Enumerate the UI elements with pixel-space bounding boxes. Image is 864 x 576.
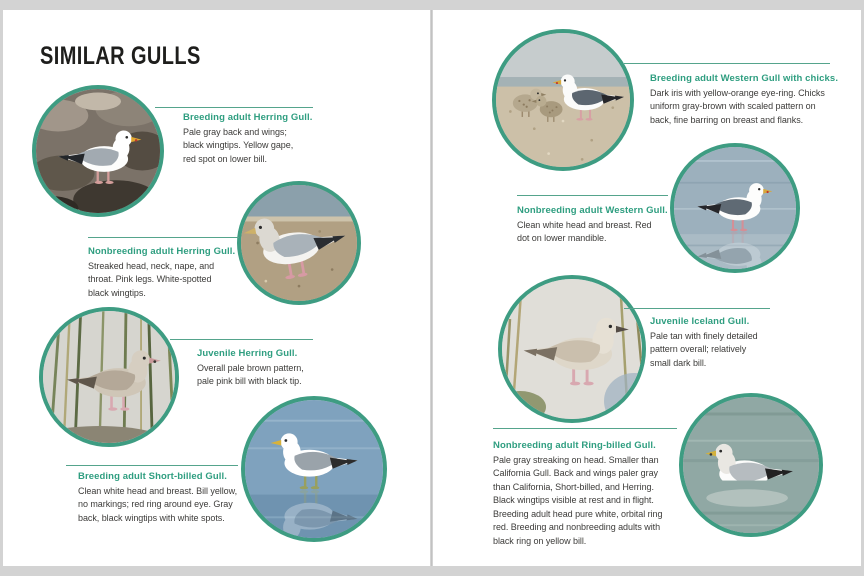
entry-heading: Breeding adult Short-billed Gull. [78, 471, 227, 482]
entry-body: Pale tan with finely detailed pattern overall; relatively small dark bill. [650, 330, 758, 368]
pointer-rule [88, 237, 239, 238]
photo-nonbreeding-adult-western-gull [670, 143, 800, 273]
photo-breeding-adult-western-gull-with-chicks [492, 29, 634, 171]
photo-nonbreeding-adult-herring-gull [237, 181, 361, 305]
entry-body: Streaked head, neck, nape, and throat. Pink legs. White-spotted black wingtips. [88, 260, 215, 298]
entry-nonbreeding-western-gull [517, 205, 668, 246]
pointer-rule [517, 195, 668, 196]
gull-photo-illustration [36, 89, 160, 213]
photo-juvenile-herring-gull [39, 307, 179, 447]
entry-heading: Nonbreeding adult Western Gull. [517, 205, 668, 216]
gull-photo-illustration [674, 147, 796, 269]
pointer-rule [624, 63, 830, 64]
gull-photo-illustration [43, 311, 175, 443]
photo-breeding-adult-short-billed-gull [241, 396, 387, 542]
entry-juvenile-herring-gull [197, 348, 321, 389]
entry-breeding-short-billed-gull [78, 471, 248, 525]
gull-photo-illustration [241, 185, 357, 301]
page-gutter [430, 10, 433, 566]
gull-photo-illustration [496, 33, 630, 167]
entry-body: Pale gray back and wings; black wingtips. Yellow gape, red spot on lower bill. [183, 126, 294, 164]
photo-nonbreeding-adult-ring-billed-gull [679, 393, 823, 537]
photo-juvenile-iceland-gull [498, 275, 646, 423]
page-title: SIMILAR GULLS [40, 42, 201, 70]
pointer-rule [493, 428, 677, 429]
entry-heading: Nonbreeding adult Herring Gull. [88, 246, 236, 257]
gull-photo-illustration [683, 397, 819, 533]
photo-breeding-adult-herring-gull [32, 85, 164, 217]
pointer-rule [66, 465, 238, 466]
entry-body: Clean white head and breast. Bill yellow, no markings; red ring around eye. Gray back, black wingtips with white spots. [78, 485, 238, 523]
entry-breeding-herring-gull [183, 112, 313, 166]
entry-body: Clean white head and breast. Red dot on lower mandible. [517, 219, 652, 244]
entry-nonbreeding-herring-gull [88, 246, 236, 300]
entry-heading: Nonbreeding adult Ring-billed Gull. [493, 440, 656, 451]
entry-nonbreeding-ring-billed-gull [493, 440, 677, 549]
entry-heading: Juvenile Herring Gull. [197, 348, 298, 359]
gull-photo-illustration [502, 279, 642, 419]
entry-heading: Breeding adult Herring Gull. [183, 112, 313, 123]
pointer-rule [155, 107, 313, 108]
entry-juvenile-iceland-gull [650, 316, 760, 370]
entry-heading: Breeding adult Western Gull with chicks. [650, 73, 839, 84]
entry-breeding-western-gull-with-chicks [650, 73, 839, 127]
entry-body: Pale gray streaking on head. Smaller than California Gull. Back and wings paler gray than California, Short-billed, and Herring. Black wingtips visible at rest and in flight. Breeding adult head pure white, orbital ring red. Breeding and nonbreeding adults with black ring on yellow bill. [493, 454, 663, 547]
entry-body: Overall pale brown pattern, pale pink bill with black tip. [197, 362, 304, 387]
pointer-rule [624, 308, 770, 309]
gull-photo-illustration [245, 400, 383, 538]
pointer-rule [170, 339, 313, 340]
entry-body: Dark iris with yellow-orange eye-ring. Chicks uniform gray-brown with scaled pattern on back, fine barring on breast and flanks. [650, 87, 825, 125]
entry-heading: Juvenile Iceland Gull. [650, 316, 750, 327]
